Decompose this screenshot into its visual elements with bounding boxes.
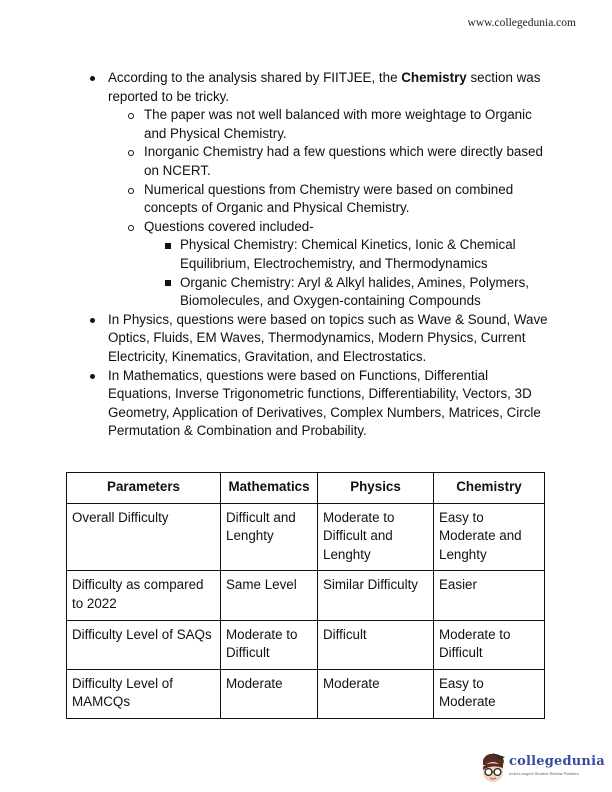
table-cell: Difficulty as compared to 2022: [67, 571, 221, 620]
mathematics-bullet: In Mathematics, questions were based on Functions, Differential Equations, Inverse Trigonometric functions, Differentiability, Vectors, 3D Geometry, Application of Derivatives, Complex Numbers, Matrices, Circle Permutation & Combination and Probability.: [80, 367, 550, 441]
table-cell: Moderate to Difficult: [221, 620, 318, 669]
header-cell: Chemistry: [434, 473, 545, 504]
logo-wordmark: collegedunia: [509, 754, 605, 769]
table-cell: Difficulty Level of SAQs: [67, 620, 221, 669]
main-bullet-list: [80, 69, 550, 441]
header-cell: Physics: [318, 473, 434, 504]
table-cell: Moderate to Difficult and Lenghty: [318, 503, 434, 571]
table-row: [67, 620, 545, 669]
table-cell: Easy to Moderate and Lenghty: [434, 503, 545, 571]
header-cell: Mathematics: [221, 473, 318, 504]
chemistry-sub-list: [116, 106, 550, 311]
collegedunia-logo: [478, 752, 612, 786]
site-url: www.collegedunia.com: [467, 17, 576, 29]
table-cell: Overall Difficulty: [67, 503, 221, 571]
topic-bullet: Organic Chemistry: Aryl & Alkyl halides, Amines, Polymers, Biomolecules, and Oxygen-containing Compounds: [152, 274, 550, 311]
table-cell: Difficult and Lenghty: [221, 503, 318, 571]
table-row: [67, 571, 545, 620]
table-cell: Moderate: [318, 669, 434, 718]
table-cell: Easier: [434, 571, 545, 620]
table-row: [67, 669, 545, 718]
sub-bullet: Numerical questions from Chemistry were based on combined concepts of Organic and Physical Chemistry.: [116, 181, 550, 218]
table-cell: Moderate to Difficult: [434, 620, 545, 669]
table-header-row: [67, 473, 545, 504]
mascot-icon: [478, 752, 508, 784]
logo-tagline: India's largest Student Review Platform: [509, 771, 579, 776]
table-cell: Similar Difficulty: [318, 571, 434, 620]
sub-bullet: Questions covered included- Physical Chemistry: Chemical Kinetics, Ionic & Chemical Equilibrium, Electrochemistry, and Thermodynamics Organic Chemistry: Aryl & Alkyl halides, Amines, Polymers, Biomolecules, and Oxygen-containing Compounds: [116, 218, 550, 311]
chemistry-bullet: According to the analysis shared by FIITJEE, the Chemistry section was reported to be tricky. The paper was not well balanced with more weightage to Organic and Physical Chemistry. Inorganic Chemistry had a few questions which were directly based on NCERT. Numerical questions from Chemistry were based on combined concepts of Organic and Physical Chemistry. Questions covered included- Physical Chemistry: Chemical Kinetics, Ionic & Chemical Equilibrium, Electrochemistry, and Thermodynamics Organic Chemistry: Aryl & Alkyl halides, Amines, Polymers, Biomolecules, and Oxygen-containing Compounds: [80, 69, 550, 311]
header-cell: Parameters: [67, 473, 221, 504]
sub-bullet: Inorganic Chemistry had a few questions which were directly based on NCERT.: [116, 143, 550, 180]
table-row: [67, 503, 545, 571]
table-cell: Moderate: [221, 669, 318, 718]
sub-bullet: The paper was not well balanced with more weightage to Organic and Physical Chemistry.: [116, 106, 550, 143]
chemistry-bold: Chemistry: [401, 70, 467, 85]
physics-bullet: In Physics, questions were based on topics such as Wave & Sound, Wave Optics, Fluids, EM Waves, Thermodynamics, Modern Physics, Current Electricity, Kinematics, Gravitation, and Electrostatics.: [80, 311, 550, 367]
table-cell: Same Level: [221, 571, 318, 620]
table-cell: Difficult: [318, 620, 434, 669]
analysis-content: [80, 69, 550, 441]
topics-list: [152, 236, 550, 310]
difficulty-table: [66, 472, 545, 719]
table-cell: Difficulty Level of MAMCQs: [67, 669, 221, 718]
topic-bullet: Physical Chemistry: Chemical Kinetics, Ionic & Chemical Equilibrium, Electrochemistry, and Thermodynamics: [152, 236, 550, 273]
table-cell: Easy to Moderate: [434, 669, 545, 718]
